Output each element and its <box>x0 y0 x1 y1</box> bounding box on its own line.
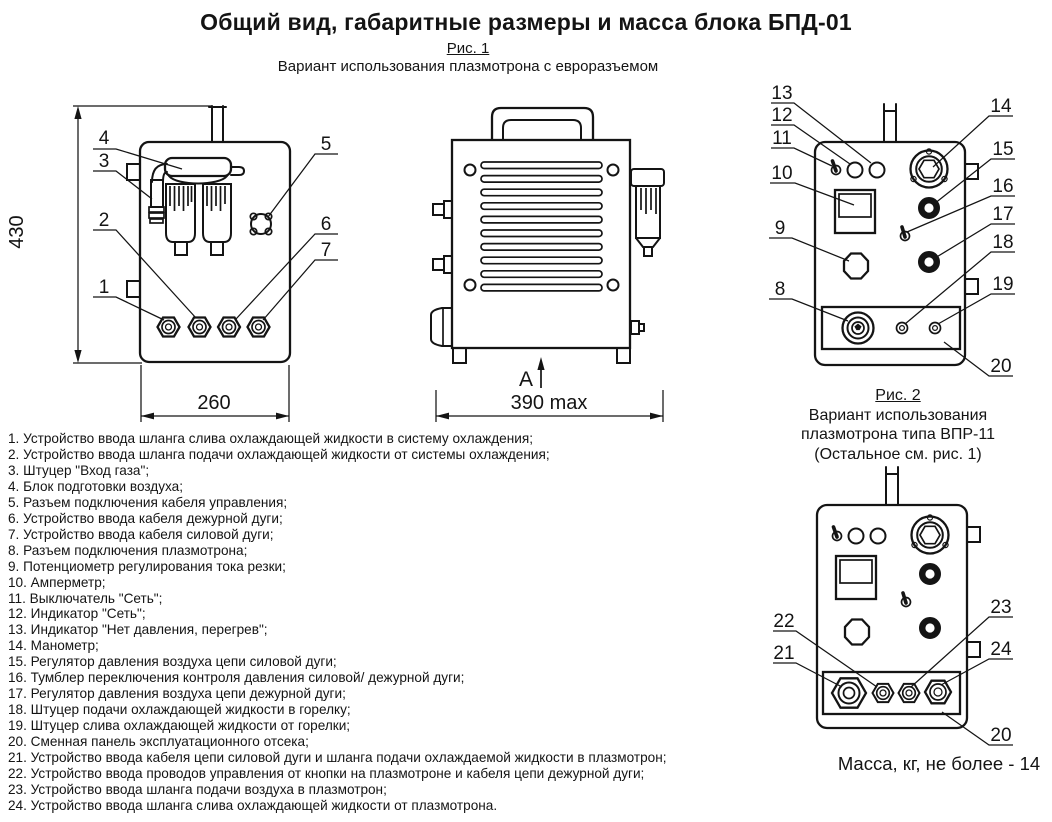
legend-list <box>8 431 667 814</box>
coolant-supply-fitting <box>897 323 908 334</box>
carry-handle <box>492 108 593 140</box>
svg-text:23: 23 <box>990 597 1012 618</box>
svg-text:18: 18 <box>992 232 1014 253</box>
gland-1 <box>158 318 180 337</box>
legend-item: 4. Блок подготовки воздуха; <box>8 478 184 494</box>
page-title: Общий вид, габаритные размеры и масса блока БПД-01 <box>200 9 852 35</box>
legend-item: 18. Штуцер подачи охлаждающей жидкости в горелку; <box>8 702 351 718</box>
panel-controls <box>832 149 948 279</box>
fig1-bottom-panel <box>822 307 960 349</box>
ventilation-louvers <box>481 162 602 291</box>
fig2-chassis <box>817 467 980 728</box>
svg-text:5: 5 <box>320 134 332 155</box>
fig1-front-callouts <box>93 128 338 320</box>
callout-10 <box>770 163 854 205</box>
legend-item: 19. Штуцер слива охлаждающей жидкости от горелки; <box>8 718 351 734</box>
gland-24 <box>925 681 951 704</box>
mass-note: Масса, кг, не более - 14 <box>837 753 1041 774</box>
cable-glands-row <box>158 318 270 337</box>
legend-item: 17. Регулятор давления воздуха цепи дежурной дуги; <box>8 686 346 702</box>
gland-23 <box>899 684 920 702</box>
dim-width-text: 260 <box>197 392 231 414</box>
legend-item: 7. Устройство ввода кабеля силовой дуги; <box>8 526 274 542</box>
regulator-power-arc <box>921 200 937 216</box>
fig1-caption-text: Вариант использования плазмотрона с евроразъемом <box>277 58 659 75</box>
side-left-tabs <box>433 201 452 273</box>
svg-text:A: A <box>518 368 534 391</box>
fig1-panel-callouts <box>769 83 1015 377</box>
view-arrow-A <box>519 357 545 391</box>
dim-height-text: 430 <box>6 215 28 249</box>
legend-item: 6. Устройство ввода кабеля дежурной дуги; <box>8 510 283 526</box>
callout-7 <box>263 240 338 320</box>
svg-text:4: 4 <box>98 128 110 149</box>
svg-text:8: 8 <box>774 279 786 300</box>
svg-text:9: 9 <box>774 218 786 239</box>
svg-text:12: 12 <box>771 105 793 126</box>
legend-item: 9. Потенциометр регулирования тока резки; <box>8 558 286 574</box>
callout-20 <box>944 342 1013 377</box>
legend-item: 16. Тумблер переключения контроля давления силовой/ дежурной дуги; <box>8 670 465 686</box>
fig2-caption-line: плазмотрона типа ВПР-11 <box>801 426 995 443</box>
gland-2 <box>189 318 211 337</box>
callout-5 <box>268 134 338 217</box>
gland-6 <box>218 318 240 337</box>
svg-text:24: 24 <box>990 639 1012 660</box>
legend-item: 1. Устройство ввода шланга слива охлаждающей жидкости в систему охлаждения; <box>8 431 533 446</box>
callout-8 <box>769 279 848 321</box>
svg-text:1: 1 <box>98 277 110 298</box>
fig2-caption <box>788 386 1008 464</box>
manometer <box>911 149 948 188</box>
fig2-controls <box>833 515 949 645</box>
legend-item: 24. Устройство ввода шланга слива охлаждающей жидкости от плазмотрона. <box>8 797 498 813</box>
fig2-bottom-panel <box>823 672 960 714</box>
fig1-side-view-drawing <box>420 85 680 430</box>
legend-item: 8. Разъем подключения плазмотрона; <box>8 542 248 558</box>
legend-item: 12. Индикатор "Сеть"; <box>8 606 146 622</box>
svg-text:6: 6 <box>320 214 332 235</box>
fig2-label: Рис. 2 <box>875 387 921 404</box>
legend-item: 23. Устройство ввода шланга подачи воздуха в плазмотрон; <box>8 781 387 797</box>
dim-width-260 <box>141 365 289 422</box>
fig2-panel-view-drawing <box>762 465 1020 755</box>
callout-9 <box>769 218 849 261</box>
legend-item: 2. Устройство ввода шланга подачи охлаждающей жидкости от системы охлаждения; <box>8 446 550 462</box>
svg-text:20: 20 <box>990 356 1012 377</box>
pressure-toggle <box>901 227 910 241</box>
callout-24 <box>941 639 1013 685</box>
side-bottom-right-fitting <box>631 321 644 334</box>
svg-text:19: 19 <box>992 274 1014 295</box>
svg-text:15: 15 <box>992 139 1014 160</box>
svg-text:3: 3 <box>98 151 110 172</box>
gland-7 <box>248 318 270 337</box>
svg-text:21: 21 <box>773 643 795 664</box>
svg-text:11: 11 <box>772 128 792 149</box>
legend-item: 10. Амперметр; <box>8 574 106 590</box>
power-switch <box>832 161 841 175</box>
callout-1 <box>93 277 164 320</box>
fig1-label: Рис. 1 <box>446 40 490 57</box>
legend-item: 11. Выключатель "Сеть"; <box>8 590 163 606</box>
gas-inlet-fitting <box>149 164 167 223</box>
legend-item: 14. Манометр; <box>8 638 99 654</box>
current-potentiometer <box>844 254 868 279</box>
fig2-caption-line: Вариант использования <box>808 406 988 424</box>
legend-item: 21. Устройство ввода кабеля цепи силовой дуги и шланга подачи охлаждаемой жидкости в плазмотрон; <box>8 750 667 766</box>
fig1-front-view-drawing <box>0 85 345 430</box>
legend-item: 22. Устройство ввода проводов управления от кнопки на плазмотроне и кабеля цепи дежурной дуги; <box>8 766 645 782</box>
svg-text:17: 17 <box>992 204 1014 225</box>
legend-item: 15. Регулятор давления воздуха цепи силовой дуги; <box>8 654 337 670</box>
legend-item: 20. Сменная панель эксплуатационного отсека; <box>8 734 309 750</box>
callout-3 <box>93 151 152 199</box>
legend-item: 5. Разъем подключения кабеля управления; <box>8 494 288 510</box>
callout-2 <box>93 210 196 318</box>
indicator-no-pressure <box>870 163 885 178</box>
torch-connector <box>843 313 874 344</box>
svg-text:20: 20 <box>990 725 1012 746</box>
fig1-caption <box>160 40 776 76</box>
side-bottom-connector <box>431 308 452 346</box>
svg-text:13: 13 <box>771 83 793 104</box>
svg-text:22: 22 <box>773 611 795 632</box>
air-prep-unit <box>165 158 244 255</box>
dim-depth-390 <box>436 390 663 422</box>
gland-21 <box>832 678 866 707</box>
svg-text:2: 2 <box>98 210 110 231</box>
svg-text:16: 16 <box>992 176 1014 197</box>
indicator-power <box>848 163 863 178</box>
fig2-caption-line: (Остальное см. рис. 1) <box>814 445 982 463</box>
callout-21 <box>773 643 842 687</box>
regulator-pilot-arc <box>921 254 937 270</box>
svg-text:14: 14 <box>990 96 1012 117</box>
legend-item: 13. Индикатор "Нет давления, перегрев"; <box>8 622 268 638</box>
svg-text:10: 10 <box>771 163 793 184</box>
dim-depth-text: 390 max <box>510 392 588 414</box>
fig1-panel-view-drawing <box>762 85 1020 385</box>
svg-text:7: 7 <box>320 240 332 261</box>
callout-19 <box>938 274 1015 324</box>
side-filter-unit <box>631 169 664 256</box>
legend-item: 3. Штуцер "Вход газа"; <box>8 462 150 478</box>
ammeter <box>835 190 875 233</box>
callout-11 <box>771 128 832 166</box>
